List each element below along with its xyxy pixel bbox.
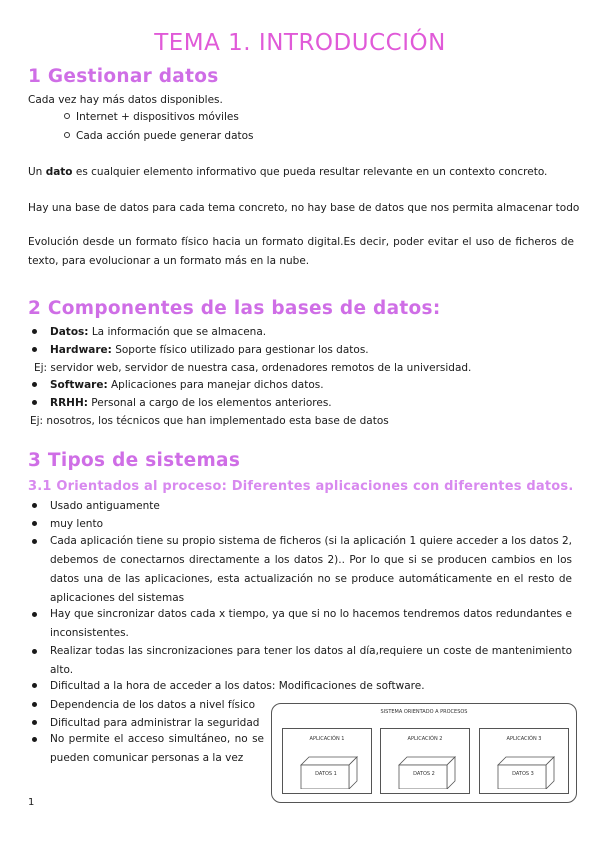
list-item: Realizar todas las sincronizaciones para tener los datos al día,requiere un coste de mantenimiento alto. (32, 642, 572, 680)
bullet-icon (32, 400, 37, 405)
application-box (380, 728, 470, 794)
bullet-icon (32, 649, 37, 654)
bullet-icon (32, 382, 37, 387)
example-hardware: Ej: servidor web, servidor de nuestra casa, ordenadores remotos de la universidad. (34, 362, 472, 374)
application-box (479, 728, 569, 794)
sub-list-item: Cada acción puede generar datos (64, 130, 254, 142)
bullet-icon (32, 503, 37, 508)
application-label: APLICACIÓN 3 (506, 736, 542, 742)
list-item: Hay que sincronizar datos cada x tiempo, ya que si no lo hacemos tendremos datos redundantes e inconsistentes. (32, 605, 572, 643)
bullet-icon (32, 737, 37, 742)
sub-list-item: Internet + dispositivos móviles (64, 111, 239, 123)
circle-bullet-icon (64, 113, 70, 119)
bullet-icon (32, 539, 37, 544)
bullet-icon (32, 521, 37, 526)
bullet-icon (32, 347, 37, 352)
section-1-intro: Cada vez hay más datos disponibles. (28, 94, 223, 106)
list-item: Dificultad a la hora de acceder a los datos: Modificaciones de software. (32, 678, 425, 694)
list-item: Dependencia de los datos a nivel físico (32, 697, 255, 713)
paragraph-evolution: Evolución desde un formato físico hacia un formato digital.Es decir, poder evitar el uso de ficheros de texto, para evolucionar a un formato más en la nube. (28, 236, 574, 267)
data-label: DATOS 1 (315, 771, 337, 777)
list-item: Usado antiguamente (32, 498, 160, 514)
section-1-heading: 1 Gestionar datos (28, 66, 219, 87)
component-item: Software: Aplicaciones para manejar dichos datos. (32, 377, 324, 393)
dato-definition: Un dato es cualquier elemento informativo que pueda resultar relevante en un contexto concreto. (28, 166, 548, 178)
section-2-heading: 2 Componentes de las bases de datos: (28, 298, 441, 319)
bullet-icon (32, 612, 37, 617)
component-item: RRHH: Personal a cargo de los elementos anteriores. (32, 395, 332, 411)
page-number: 1 (28, 797, 35, 808)
data-cube-icon (395, 751, 459, 789)
section-3-1-heading: 3.1 Orientados al proceso: Diferentes aplicaciones con diferentes datos. (28, 479, 574, 494)
document-title: TEMA 1. INTRODUCCIÓN (154, 30, 446, 56)
application-label: APLICACIÓN 2 (407, 736, 443, 742)
list-item: No permite el acceso simultáneo, no se pueden comunicar personas a la vez (32, 730, 264, 768)
paragraph-database: Hay una base de datos para cada tema concreto, no hay base de datos que nos permita almacenar todo (28, 202, 580, 214)
bullet-icon (32, 329, 37, 334)
diagram-title: SISTEMA ORIENTADO A PROCESOS (380, 709, 468, 715)
section-3-heading: 3 Tipos de sistemas (28, 450, 241, 471)
list-item: Dificultad para administrar la seguridad (32, 715, 259, 731)
bullet-icon (32, 720, 37, 725)
bullet-icon (32, 683, 37, 688)
data-cube-icon (494, 751, 558, 789)
list-item: muy lento (32, 516, 103, 532)
process-oriented-diagram (271, 703, 577, 803)
data-label: DATOS 3 (512, 771, 534, 777)
circle-bullet-icon (64, 132, 70, 138)
application-box (282, 728, 372, 794)
data-label: DATOS 2 (413, 771, 435, 777)
component-item: Datos: La información que se almacena. (32, 324, 266, 340)
example-rrhh: Ej: nosotros, los técnicos que han implementado esta base de datos (30, 415, 389, 427)
component-item: Hardware: Soporte físico utilizado para gestionar los datos. (32, 342, 369, 358)
list-item: Cada aplicación tiene su propio sistema de ficheros (si la aplicación 1 quiere acceder a los datos 2, debemos de conectarnos directamente a los datos 2).. Por lo que si se producen cambios en los datos una de las aplicaciones, esta actualización no se produce automáticamente en el resto de aplicaciones del sistemas (32, 532, 572, 608)
data-cube-icon (297, 751, 361, 789)
bullet-icon (32, 702, 37, 707)
application-label: APLICACIÓN 1 (309, 736, 345, 742)
